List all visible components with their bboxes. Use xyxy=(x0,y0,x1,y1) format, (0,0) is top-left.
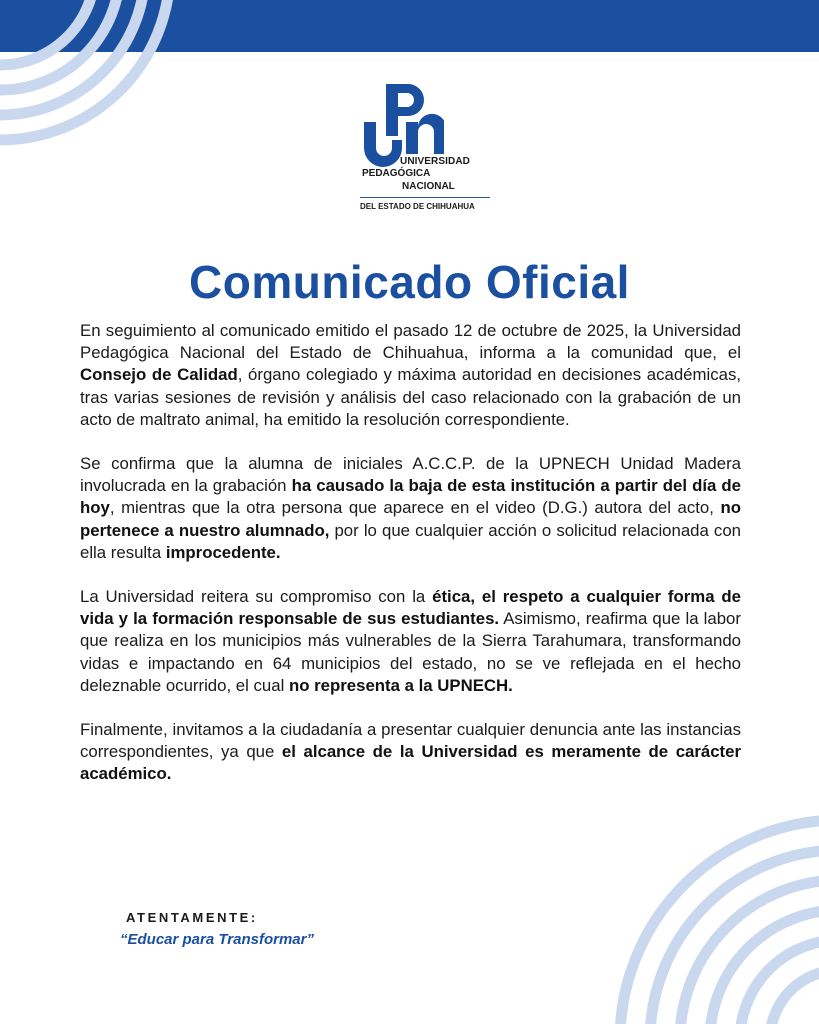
emphasis-text: no representa a la UPNECH. xyxy=(288,675,513,695)
logo-text-universidad: UNIVERSIDAD xyxy=(400,156,470,167)
page-title: Comunicado Oficial xyxy=(189,256,630,308)
paragraph-text: por lo que cualquier acción o solicitud relacionada con ella resulta xyxy=(80,520,741,562)
paragraph-text: Asimismo, reafirma que la labor que realiza en los municipios más vulnerables de la Sierra Tarahumara, transformando vidas e impactando en 64 municipios del estado, no se ve reflejada en el hecho deleznable ocurrido, el cual xyxy=(80,609,741,695)
paragraph-text: En seguimiento al comunicado emitido el pasado 12 de octubre de 2025, la Universidad Pedagógica Nacional del Estado de Chihuahua, informa a la comunidad que, el xyxy=(80,321,741,363)
logo-divider xyxy=(360,197,490,198)
institution-motto: “Educar para Transformar” xyxy=(120,931,314,948)
signature-label: ATENTAMENTE: xyxy=(126,910,258,925)
paragraph-text: , mientras que la otra persona que aparece en el video (D.G.) autora del acto, xyxy=(109,498,721,518)
emphasis-text: ética, el respeto a cualquier forma de vida y la formación responsable de sus estudiantes. xyxy=(80,587,741,629)
body-paragraph-4 xyxy=(80,719,741,786)
emphasis-text: improcedente. xyxy=(165,542,281,562)
emphasis-text: Consejo de Calidad xyxy=(80,365,238,385)
paragraph-text: Finalmente, invitamos a la ciudadanía a presentar cualquier denuncia ante las instancias correspondientes, ya que xyxy=(80,720,741,762)
logo-text-estado: DEL ESTADO DE CHIHUAHUA xyxy=(360,202,475,211)
paragraph-text: Se confirma que la alumna de iniciales A.C.C.P. de la UPNECH Unidad Madera involucrada en la grabación xyxy=(80,454,741,496)
emphasis-text: ha causado la baja de esta institución a partir del día de hoy xyxy=(80,476,741,518)
upn-logo xyxy=(360,82,495,217)
body-paragraph-2 xyxy=(80,453,741,564)
logo-text-nacional: NACIONAL xyxy=(402,181,455,192)
signature-block xyxy=(120,910,314,948)
paragraph-text: , órgano colegiado y máxima autoridad en decisiones académicas, tras varias sesiones de revisión y análisis del caso relacionado con la grabación de un acto de maltrato animal, ha emitido la resolución correspondiente. xyxy=(80,365,742,429)
body-paragraph-3 xyxy=(80,586,741,697)
paragraph-text: La Universidad reitera su compromiso con la xyxy=(80,587,433,607)
logo-text-pedagogica: PEDAGÓGICA xyxy=(362,168,431,179)
emphasis-text: el alcance de la Universidad es meramente de carácter académico. xyxy=(80,742,742,784)
emphasis-text: no pertenece a nuestro alumnado, xyxy=(80,498,741,540)
top-color-band xyxy=(0,0,819,52)
body-paragraph-1 xyxy=(80,320,741,431)
communique-body xyxy=(80,320,741,808)
